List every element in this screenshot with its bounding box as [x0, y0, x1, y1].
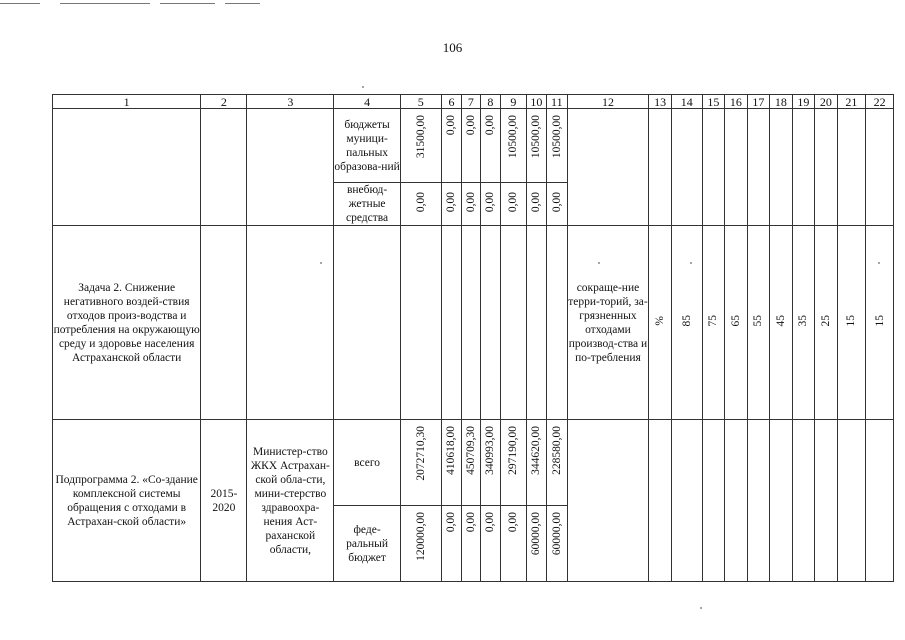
funding-source: бюджеты муници-пальных образова-ний: [334, 109, 401, 183]
page-number: 106: [442, 40, 463, 55]
target-value: 65: [725, 226, 748, 420]
empty-cell: [702, 109, 725, 226]
empty-cell: [671, 420, 702, 582]
col-header: 13: [649, 95, 672, 109]
target-value: 75: [702, 226, 725, 420]
empty-cell: [649, 420, 672, 582]
value-cell: 31500,00: [400, 109, 441, 183]
value-cell: 297190,00: [501, 420, 527, 506]
top-rule-mid: [60, 3, 150, 4]
target-value: 15: [837, 226, 866, 420]
col-header: 2: [201, 95, 247, 109]
empty-cell: [526, 226, 546, 420]
target-value: 45: [770, 226, 793, 420]
table-row: [53, 420, 894, 506]
value-cell: 60000,00: [547, 506, 567, 582]
empty-cell: [770, 109, 793, 226]
empty-cell: [815, 109, 838, 226]
empty-cell: [815, 420, 838, 582]
empty-cell: [400, 226, 441, 420]
value-cell: 410618,00: [441, 420, 461, 506]
empty-cell: [201, 226, 247, 420]
col-header: 16: [725, 95, 748, 109]
value-cell: 2072710,30: [400, 420, 441, 506]
value-cell: 0,00: [441, 109, 461, 183]
target-value: 25: [815, 226, 838, 420]
col-header: 7: [462, 95, 480, 109]
value-cell: 0,00: [441, 183, 461, 226]
col-header: 3: [247, 95, 334, 109]
value-cell: 0,00: [441, 506, 461, 582]
executor-cell: Министер-ство ЖКХ Астрахан-ской обла-сти, мини-стерство здравоохра-нения Аст-раханской области,: [247, 420, 334, 582]
col-header: 17: [747, 95, 770, 109]
empty-cell: [53, 109, 201, 226]
empty-cell: [866, 420, 894, 582]
empty-cell: [501, 226, 527, 420]
empty-cell: [792, 420, 815, 582]
value-cell: 0,00: [480, 183, 500, 226]
value-cell: 10500,00: [526, 109, 546, 183]
col-header: 14: [671, 95, 702, 109]
period-cell: 2015-2020: [201, 420, 247, 582]
indicator-name: сокраще-ние терри-торий, за-грязненных отходами производ-ства и по-требления: [567, 226, 649, 420]
value-cell: 0,00: [547, 183, 567, 226]
empty-cell: [747, 109, 770, 226]
target-value: 85: [671, 226, 702, 420]
empty-cell: [247, 109, 334, 226]
scan-speck: [362, 86, 364, 88]
empty-cell: [792, 109, 815, 226]
value-cell: 0,00: [462, 506, 480, 582]
empty-cell: [567, 420, 649, 582]
value-cell: 344620,00: [526, 420, 546, 506]
target-value: 15: [866, 226, 894, 420]
task-name: Задача 2. Снижение негативного воздей-ствия отходов произ-водства и потребления на окружающую среду и здоровье населения Астраханской области: [53, 226, 201, 420]
unit-cell: %: [649, 226, 672, 420]
empty-cell: [201, 109, 247, 226]
funding-source: внебюд-жетные средства: [334, 183, 401, 226]
col-header: 12: [567, 95, 649, 109]
empty-cell: [866, 109, 894, 226]
col-header: 5: [400, 95, 441, 109]
value-cell: 10500,00: [547, 109, 567, 183]
empty-cell: [747, 420, 770, 582]
value-cell: 0,00: [480, 109, 500, 183]
value-cell: 0,00: [462, 109, 480, 183]
col-header: 15: [702, 95, 725, 109]
table-row: [53, 226, 894, 420]
scan-speck: [878, 262, 880, 264]
empty-cell: [480, 226, 500, 420]
value-cell: 10500,00: [501, 109, 527, 183]
col-header: 21: [837, 95, 866, 109]
top-rule-right: [160, 3, 215, 4]
funding-source: феде-ральный бюджет: [334, 506, 401, 582]
col-header: 9: [501, 95, 527, 109]
col-header: 20: [815, 95, 838, 109]
empty-cell: [649, 109, 672, 226]
scan-speck: [598, 262, 600, 264]
empty-cell: [547, 226, 567, 420]
empty-cell: [725, 420, 748, 582]
value-cell: 228580,00: [547, 420, 567, 506]
col-header: 4: [334, 95, 401, 109]
col-header: 10: [526, 95, 546, 109]
value-cell: 0,00: [462, 183, 480, 226]
value-cell: 340993,00: [480, 420, 500, 506]
program-table: [52, 94, 894, 582]
value-cell: 0,00: [526, 183, 546, 226]
col-header: 11: [547, 95, 567, 109]
empty-cell: [462, 226, 480, 420]
value-cell: 450709,30: [462, 420, 480, 506]
col-header: 19: [792, 95, 815, 109]
empty-cell: [837, 420, 866, 582]
top-rule-left: [0, 3, 40, 4]
empty-cell: [770, 420, 793, 582]
scan-speck: [700, 607, 702, 609]
col-header: 18: [770, 95, 793, 109]
value-cell: 0,00: [501, 183, 527, 226]
value-cell: 0,00: [501, 506, 527, 582]
value-cell: 0,00: [480, 506, 500, 582]
empty-cell: [334, 226, 401, 420]
table-row: [53, 109, 894, 183]
empty-cell: [247, 226, 334, 420]
empty-cell: [671, 109, 702, 226]
top-rule-far: [225, 3, 260, 4]
target-value: 35: [792, 226, 815, 420]
subprogram-name: Подпрограмма 2. «Со-здание комплексной системы обращения с отходами в Астрахан-ской области»: [53, 420, 201, 582]
funding-source: всего: [334, 420, 401, 506]
empty-cell: [702, 420, 725, 582]
col-header: 6: [441, 95, 461, 109]
value-cell: 0,00: [400, 183, 441, 226]
empty-cell: [567, 109, 649, 226]
scan-speck: [690, 262, 692, 264]
header-row: [53, 95, 894, 109]
empty-cell: [725, 109, 748, 226]
col-header: 8: [480, 95, 500, 109]
scan-speck: [320, 262, 322, 264]
col-header: 22: [866, 95, 894, 109]
value-cell: 60000,00: [526, 506, 546, 582]
target-value: 55: [747, 226, 770, 420]
empty-cell: [441, 226, 461, 420]
empty-cell: [837, 109, 866, 226]
col-header: 1: [53, 95, 201, 109]
value-cell: 120000,00: [400, 506, 441, 582]
